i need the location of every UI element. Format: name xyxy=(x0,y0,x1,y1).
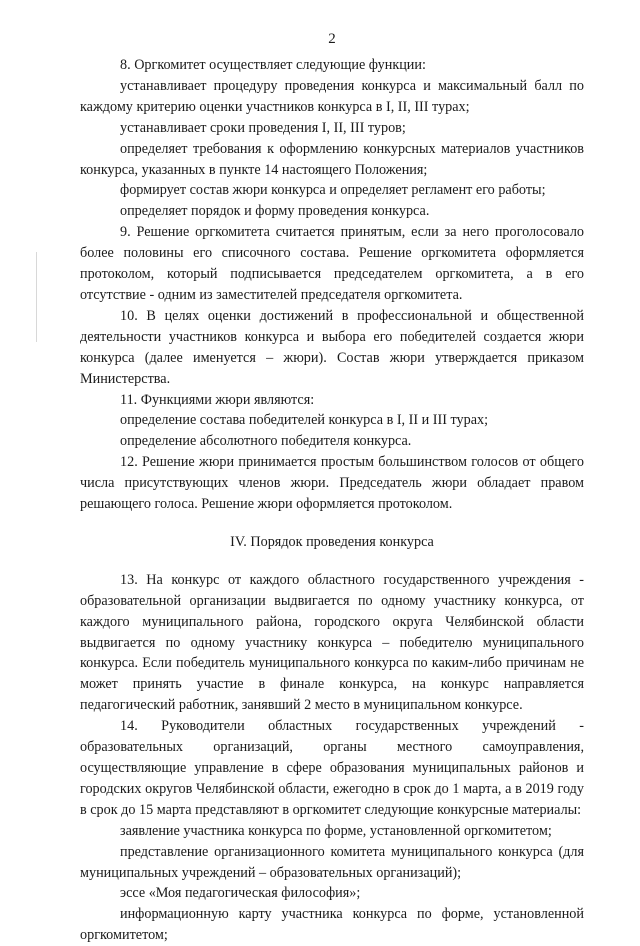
paragraph-8-item-4: формирует состав жюри конкурса и определяет регламент его работы; xyxy=(120,182,546,199)
paragraph-8-item-1: устанавливает процедуру проведения конкурса и максимальный балл по каждому критерию оценки участников конкурса в I, II, III турах; xyxy=(80,77,584,115)
paragraph-14-item-4: информационную карту участника конкурса по форме, установленной оргкомитетом; xyxy=(80,906,584,944)
paragraph-11-item-2: определение абсолютного победителя конкурса. xyxy=(120,433,412,450)
paragraph-11: 11. Функциями жюри являются: xyxy=(120,391,315,408)
scan-margin-mark xyxy=(36,252,37,342)
paragraph-8-item-5: определяет порядок и форму проведения конкурса. xyxy=(120,203,430,220)
section-title: IV. Порядок проведения конкурса xyxy=(230,533,434,550)
paragraph-9: 9. Решение оргкомитета считается принятым, если за него проголосовало более половины его списочного состава. Решение оргкомитета оформляется протоколом, который подписывается председателем оргкомитета, а в его отсутствие - одним из заместителей председателя оргкомитета. xyxy=(80,224,584,303)
paragraph-8: 8. Оргкомитет осуществляет следующие функции: xyxy=(120,57,426,73)
paragraph-10: 10. В целях оценки достижений в профессиональной и общественной деятельности участников конкурса и выбора его победителей создается жюри конкурса (далее именуется – жюри). Состав жюри утверждается приказом Министерства. xyxy=(80,307,584,387)
paragraph-12: 12. Решение жюри принимается простым большинством голосов от общего числа присутствующих членов жюри. Председатель жюри обладает правом решающего голоса. Решение жюри оформляется протоколом. xyxy=(80,454,584,513)
paragraph-14-item-3: эссе «Моя педагогическая философия»; xyxy=(120,885,361,902)
paragraph-8-item-2: устанавливает сроки проведения I, II, III туров; xyxy=(120,119,406,136)
paragraph-11-item-1: определение состава победителей конкурса в I, II и III турах; xyxy=(120,412,489,429)
paragraph-14-item-2: представление организационного комитета муниципального конкурса (для муниципальных учреждений – образовательных организаций); xyxy=(80,843,584,881)
paragraph-8-item-3: определяет требования к оформлению конкурсных материалов участников конкурса, указанных в пункте 14 настоящего Положения; xyxy=(80,140,584,178)
page-number: 2 xyxy=(328,31,336,47)
paragraph-14-item-1: заявление участника конкурса по форме, установленной оргкомитетом; xyxy=(120,822,552,839)
document-body xyxy=(80,55,584,946)
paragraph-14: 14. Руководители областных государственных учреждений - образовательных организаций, органы местного самоуправления, осуществляющие управление в сфере образования муниципальных районов и городских округов Челябинской области, ежегодно в срок до 1 марта, а в 2019 году в срок до 15 марта представляют в оргкомитет следующие конкурсные материалы: xyxy=(80,718,584,818)
paragraph-13: 13. На конкурс от каждого областного государственного учреждения - образовательной организации выдвигается по одному участнику конкурса, от каждого муниципального района, городского округа Челябинской области выдвигается по одному участнику конкурса – победителю муниципального конкурса. Если победитель муниципального конкурса по каким-либо причинам не может принять участие в финале конкурса, на конкурс направляется педагогический работник, занявший 2 место в муниципальном конкурсе. xyxy=(80,571,584,714)
